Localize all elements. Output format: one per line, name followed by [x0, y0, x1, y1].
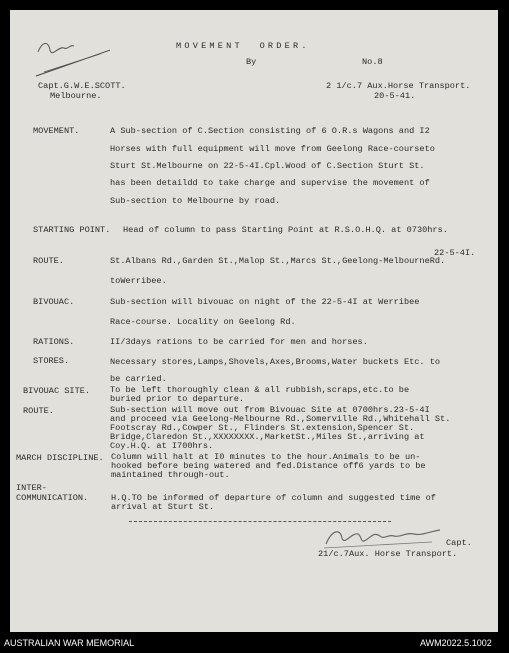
inter-label: INTER-	[16, 483, 47, 493]
march-discipline-label: MARCH DISCIPLINE.	[16, 453, 104, 463]
rations-label: RATIONS.	[33, 337, 75, 347]
signature-rank: Capt.	[446, 538, 472, 548]
order-number: No.8	[362, 57, 383, 67]
stores-label: STORES.	[33, 356, 70, 366]
bivouac-site-label: BIVOUAC SITE.	[23, 386, 91, 396]
communication-label: COMMUNICATION.	[16, 493, 89, 503]
handwritten-annotation	[30, 32, 110, 78]
bivouac-label: BIVOUAC.	[33, 297, 75, 307]
issuer-location: Melbourne.	[50, 91, 102, 101]
route-label: ROUTE.	[33, 256, 64, 266]
starting-point-date: 22-5-4I.	[434, 248, 476, 258]
order-date: 20-5-41.	[374, 91, 416, 101]
document-page: MOVEMENT ORDER. By No.8 Capt.G.W.E.SCOTT. Melbourne. 2 1/c.7 Aux.Horse Transport. 20-5-41. MOVEMENT. A Sub-section of C.Section consisting of 6 O.R.s Wagons and I2 Horses with full equipment will move from Geelong Race-courseto Sturt St.Melbourne on 22-5-4I.Cpl.Wood of C.Section Sturt St. has been detaildd to take charge and supervise the movement of Sub-section to Melbourne by road. STARTING POINT. Head of column to pass Starting Point at R.S.O.H.Q. at 0730hrs. 22-5-4I. ROUTE. St.Albans Rd.,Garden St.,Malop St.,Marcs St.,Geelong-MelbourneRd. toWerribee. BIVOUAC. Sub-section will bivouac on night of the 22-5-4I at Werribee Race-course. Locality on Geelong Rd. RATIONS. II/3days rations to be carried for men and horses. STORES. Necessary stores,Lamps,Shovels,Axes,Brooms,Water buckets Etc. to be carried. BIVOUAC SITE. To be left thoroughly clean & all rubbish,scraps,etc.to be buried prior to departure. ROUTE. Sub-section will move out from Bivouac Site at 0700hrs.23-5-4I and proceed via Geelong-Melbourne Rd.,Somerville Rd.,Whitehall St. Footscray Rd.,Cowper St., Flinders St.extension,Spencer St. Bridge,Claredon St.,XXXXXXXX.,MarketSt.,Miles St.,arriving at Coy.H.Q. at I700hrs. MARCH DISCIPLINE. Column will halt at I0 minutes to the hour.Animals to be un- hooked before being watered and fed.Distance off6 yards to be maintained through-out. INTER- COMMUNICATION. H.Q.TO be informed of departure of column and suggested time of arrival at Sturt St. Capt. 21/c.7Aux. Horse Transport.	[10, 10, 498, 632]
by-label: By	[246, 57, 257, 67]
issuing-unit: 2 1/c.7 Aux.Horse Transport.	[326, 81, 471, 91]
signature	[322, 522, 446, 552]
movement-label: MOVEMENT.	[33, 126, 80, 136]
issuer-name: Capt.G.W.E.SCOTT.	[38, 81, 126, 91]
archive-credit: AUSTRALIAN WAR MEMORIAL	[4, 638, 135, 648]
document-title: MOVEMENT ORDER.	[176, 41, 310, 51]
archive-reference: AWM2022.5.1002	[420, 638, 492, 648]
starting-point-label: STARTING POINT.	[33, 225, 111, 235]
starting-point-text: Head of column to pass Starting Point at R.S.O.H.Q. at 0730hrs.	[123, 225, 448, 235]
signature-unit: 21/c.7Aux. Horse Transport.	[318, 549, 458, 559]
rations-text: II/3days rations to be carried for men and horses.	[110, 337, 368, 347]
route-label-2: ROUTE.	[23, 406, 54, 416]
